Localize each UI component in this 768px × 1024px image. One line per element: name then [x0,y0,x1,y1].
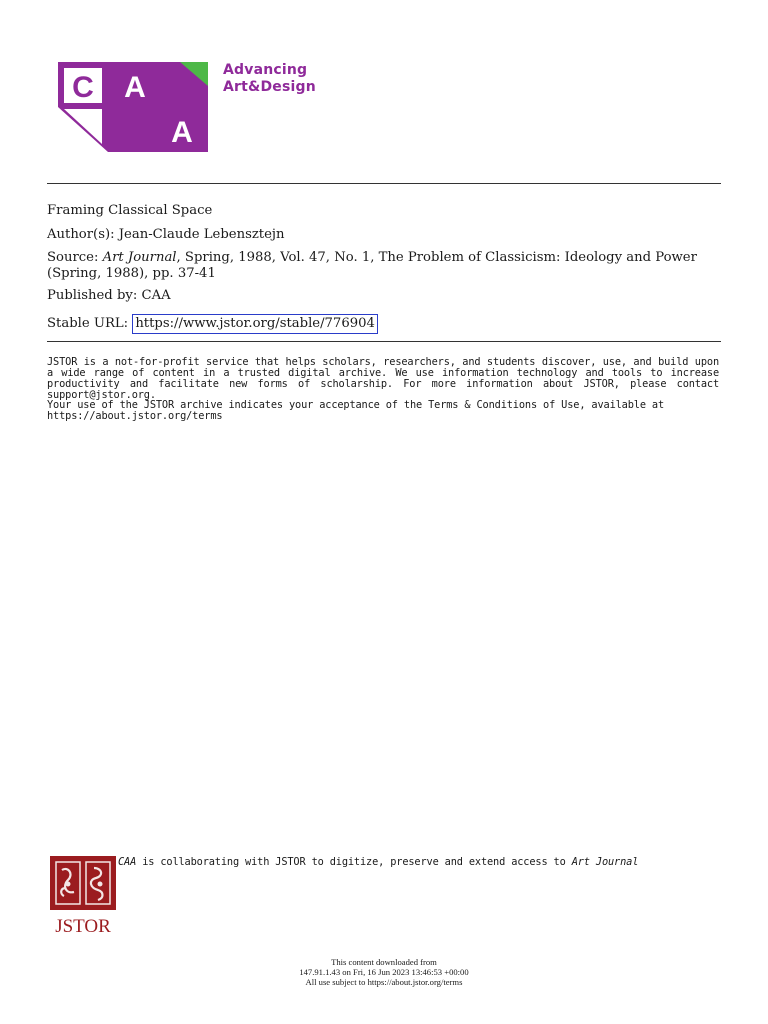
footer-line3: All use subject to https://about.jstor.org/terms [305,977,463,987]
logo-letter-a1: A [124,71,146,104]
tagline-line2: Art&Design [223,79,316,95]
authors-value: Jean-Claude Lebensztejn [118,227,285,242]
collaboration-statement [118,856,638,868]
stable-url-line [47,314,727,334]
authors-label: Author(s): [47,227,115,242]
logo-tagline [223,62,316,96]
article-title: Framing Classical Space [47,203,213,218]
footer-line1: This content downloaded from [331,957,437,967]
footer-line2: 147.91.1.43 on Fri, 16 Jun 2023 13:46:53 +00:00 [299,967,469,977]
terms-notice-line1: Your use of the JSTOR archive indicates your acceptance of the Terms & Conditions of Use, available at [47,399,665,411]
stable-url-link[interactable]: https://www.jstor.org/stable/776904 [132,314,378,334]
publisher-value: CAA [141,288,171,303]
logo-letter-c: C [72,71,94,104]
source-details: , Spring, 1988, Vol. 47, No. 1, The Problem of Classicism: Ideology and Power (Spring, 1988), pp. 37-41 [47,250,697,281]
authors-line [47,227,727,243]
jstor-wordmark: JSTOR [55,916,111,936]
collab-journal: Art Journal [571,856,639,868]
jstor-logo [50,856,116,936]
journal-title: Art Journal [102,250,177,265]
collab-text: is collaborating with JSTOR to digitize, preserve and extend access to [136,856,572,868]
collab-org: CAA [118,856,137,868]
source-label: Source: [47,250,99,265]
logo-letter-a2: A [171,116,193,149]
publisher-label: Published by: [47,288,138,303]
source-line [47,250,717,282]
top-divider [47,183,721,184]
middle-divider [47,341,721,342]
terms-url: https://about.jstor.org/terms [47,410,223,422]
terms-notice [47,400,719,422]
stable-url-label: Stable URL: [47,316,129,331]
caa-logo [58,62,208,152]
jstor-notice: JSTOR is a not-for-profit service that helps scholars, researchers, and students discover, use, and build upon a wide range of content in a trusted digital archive. We use information technology and tools to increase productivity and facilitate new forms of scholarship. For more information about JSTOR, please contact support@jstor.org. [47,356,719,401]
tagline-line1: Advancing [223,62,308,78]
download-footer [184,957,584,987]
publisher-line [47,288,727,304]
